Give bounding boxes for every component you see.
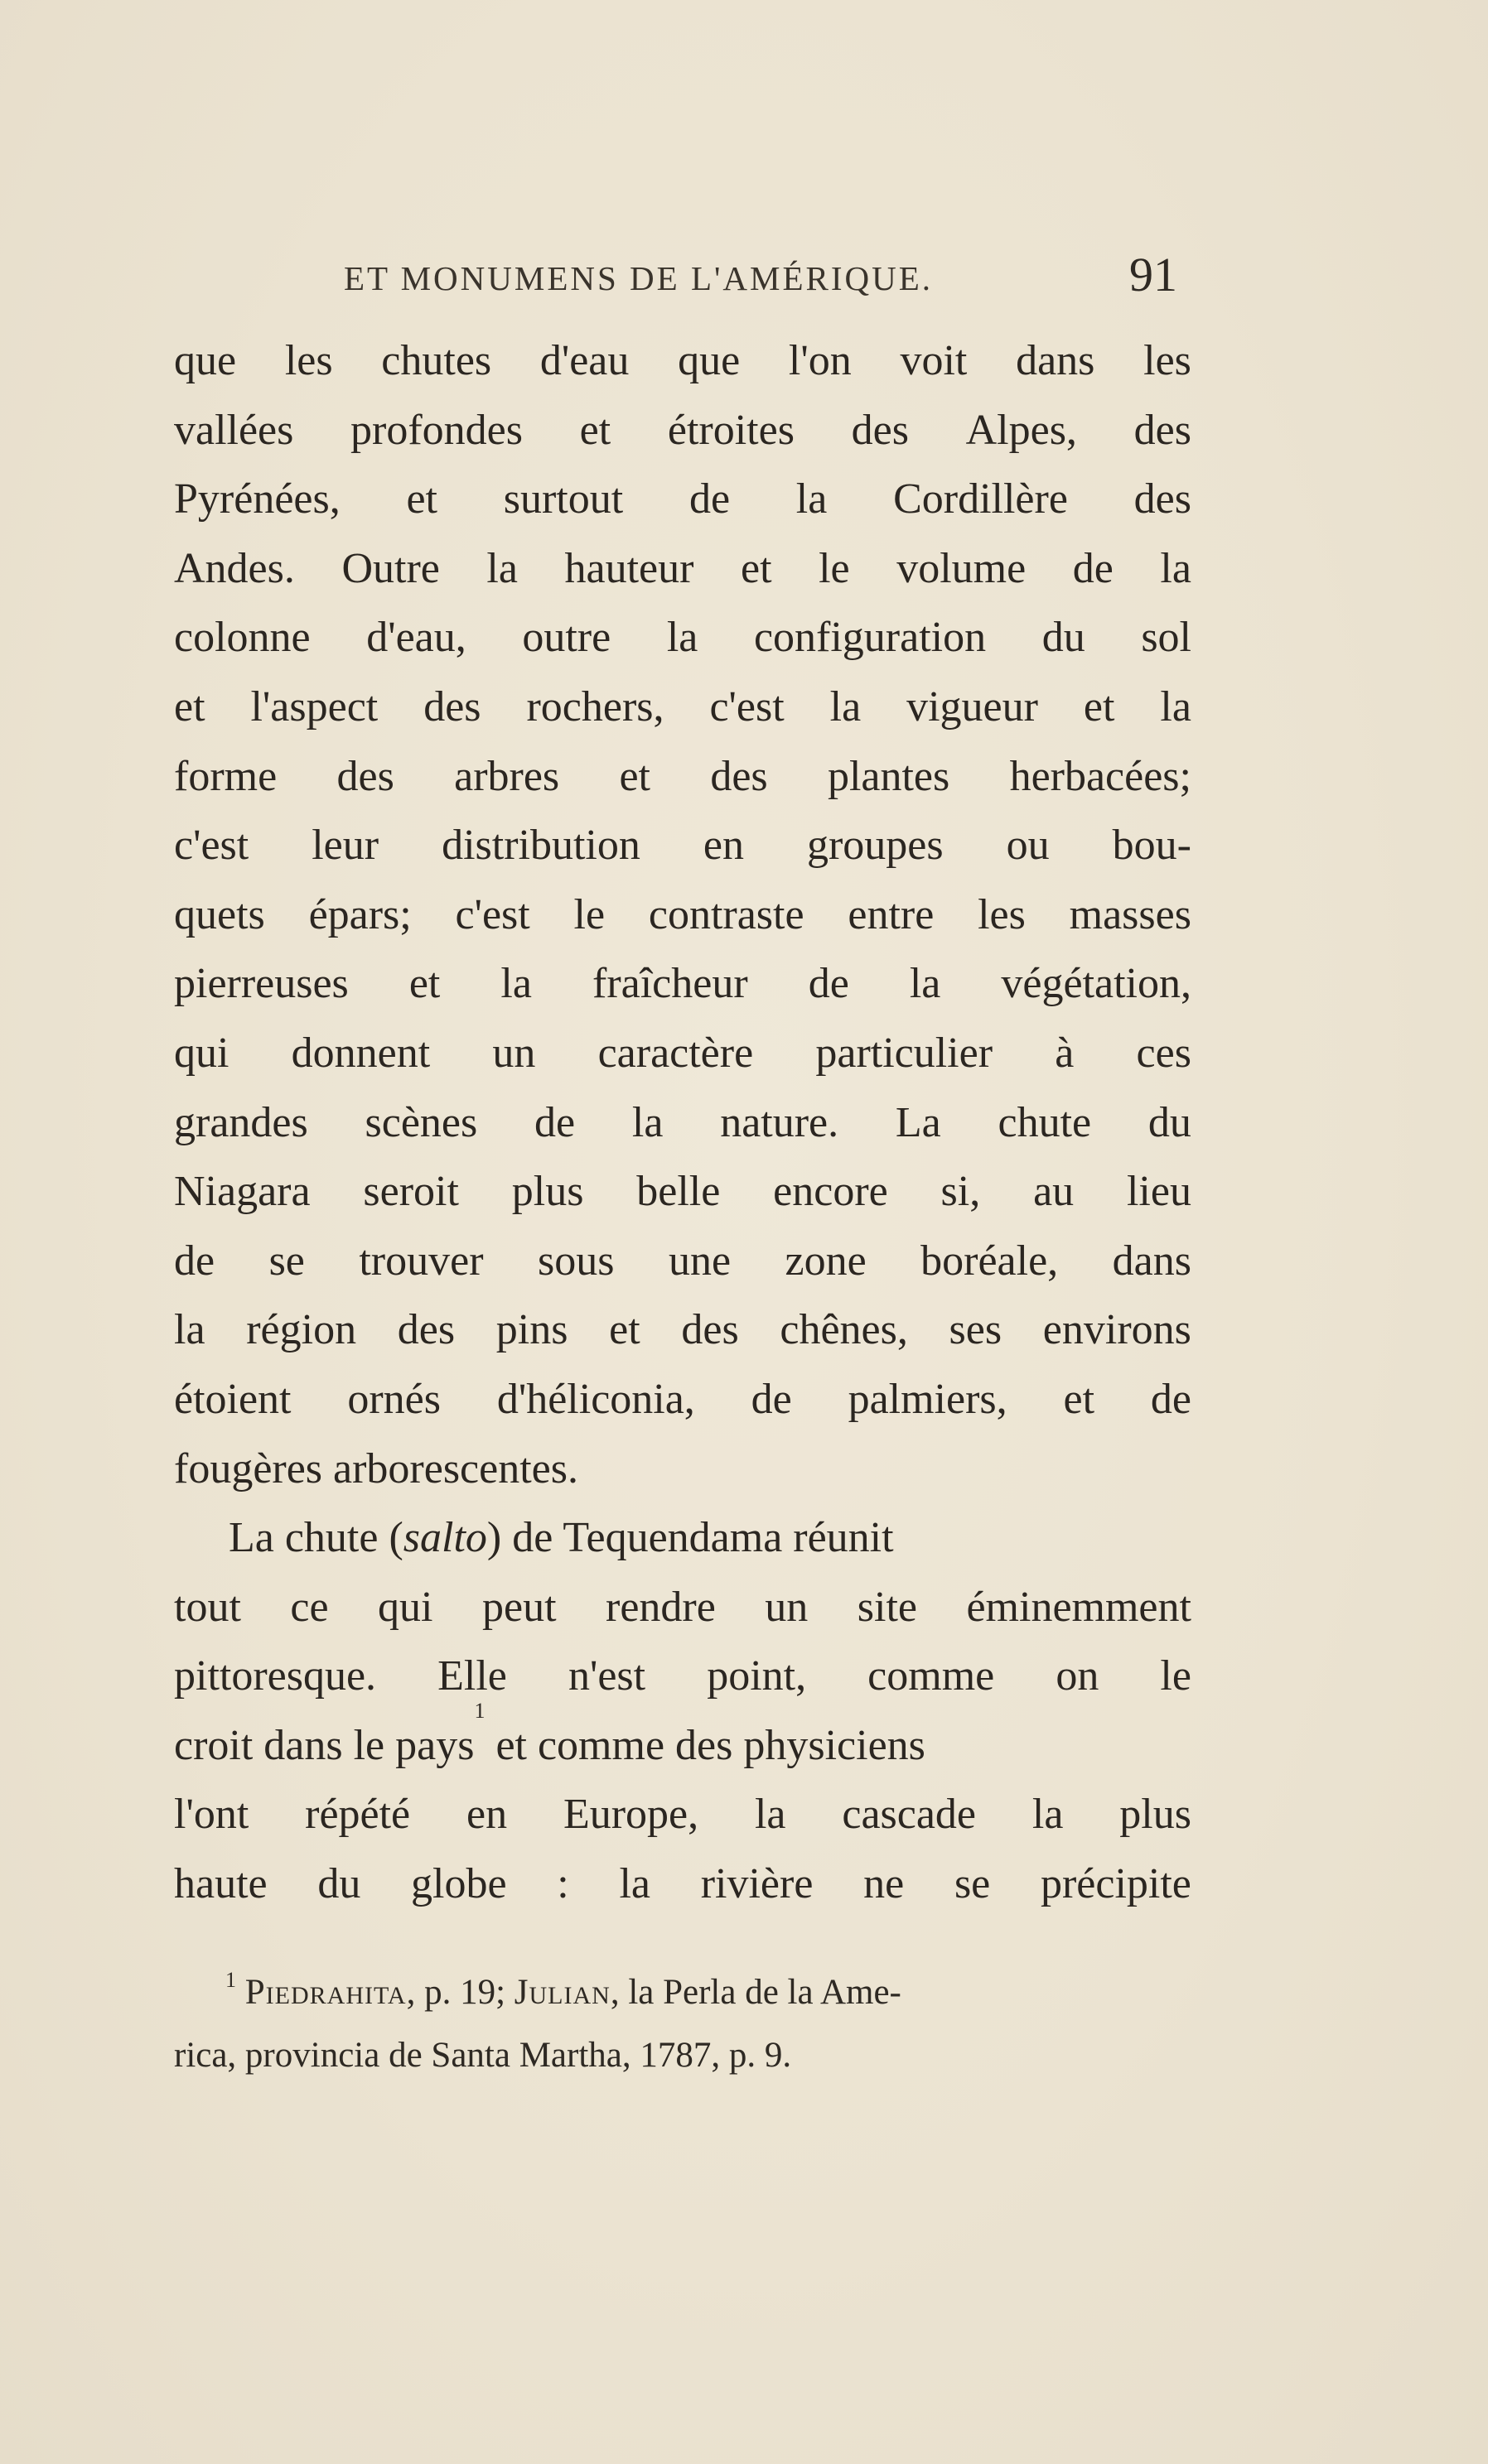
- text-line: [174, 1365, 1191, 1435]
- word: dans: [1016, 337, 1095, 384]
- word: sous: [538, 1237, 615, 1285]
- word: herbacées;: [1009, 752, 1191, 800]
- word: c'est: [709, 682, 785, 731]
- word: c'est: [455, 890, 530, 938]
- word: environs: [1042, 1306, 1191, 1354]
- word: de: [1072, 544, 1114, 592]
- word: la: [500, 960, 532, 1008]
- word: scènes: [365, 1098, 478, 1146]
- text-segment: et comme des physiciens: [485, 1721, 925, 1769]
- word: de: [808, 960, 849, 1008]
- word: des: [397, 1306, 456, 1354]
- word: nature.: [720, 1098, 839, 1146]
- word: et: [408, 960, 441, 1008]
- text-line: [174, 742, 1191, 812]
- word: et: [174, 682, 205, 731]
- word: des: [336, 752, 394, 800]
- word: pittoresque.: [174, 1652, 377, 1700]
- word: globe: [411, 1860, 507, 1908]
- text-line: [174, 1849, 1191, 1919]
- word: la: [666, 614, 698, 662]
- word: de: [688, 475, 731, 523]
- footnote-reference: 1: [474, 1698, 486, 1723]
- running-title: ET MONUMENS DE L'AMÉRIQUE.: [344, 259, 933, 297]
- word: outre: [522, 614, 611, 662]
- word: chênes,: [780, 1306, 908, 1354]
- word: hauteur: [564, 544, 694, 592]
- word: ses: [949, 1306, 1002, 1354]
- word: plus: [511, 1168, 584, 1216]
- word: à: [1055, 1029, 1075, 1077]
- text-line: [174, 1503, 1191, 1573]
- word: c'est: [174, 822, 249, 870]
- word: rivière: [700, 1860, 814, 1908]
- word: la: [909, 960, 941, 1008]
- word: de: [174, 1237, 215, 1285]
- word: en: [466, 1791, 508, 1839]
- word: et: [406, 475, 437, 523]
- word: du: [1041, 614, 1085, 662]
- word: arbres: [454, 752, 560, 800]
- word: seroit: [363, 1168, 459, 1216]
- word: et: [741, 544, 772, 592]
- word: Cordillère: [893, 475, 1068, 523]
- page-number: 91: [1129, 248, 1177, 301]
- text-line: [174, 1698, 1191, 1781]
- word: palmiers,: [848, 1375, 1007, 1423]
- word: l'ont: [174, 1791, 249, 1839]
- word: la: [795, 475, 828, 523]
- word: boréale,: [920, 1237, 1059, 1285]
- footnote-author: Piedrahita: [244, 1973, 407, 2012]
- word: région: [246, 1306, 357, 1354]
- word: donnent: [291, 1029, 431, 1077]
- word: la: [174, 1306, 205, 1354]
- word: étoient: [174, 1375, 292, 1423]
- word: de: [1150, 1375, 1191, 1423]
- word: haute: [174, 1860, 268, 1908]
- word: rendre: [606, 1583, 716, 1631]
- text-line: [174, 396, 1191, 465]
- word: répété: [305, 1791, 411, 1839]
- word: forme: [174, 752, 278, 800]
- word: le: [1160, 1652, 1191, 1700]
- word: configuration: [753, 614, 987, 662]
- text-line: [174, 1295, 1191, 1365]
- word: la: [619, 1860, 650, 1908]
- word: point,: [707, 1652, 807, 1700]
- word: les: [1143, 337, 1191, 384]
- word: ces: [1136, 1029, 1191, 1077]
- word: précipite: [1040, 1860, 1191, 1908]
- word: fraîcheur: [592, 960, 748, 1008]
- word: une: [668, 1237, 732, 1285]
- word: éminemment: [966, 1583, 1191, 1631]
- word: Outre: [341, 544, 440, 592]
- word: d'héliconia,: [496, 1375, 695, 1423]
- text-line: [174, 603, 1191, 673]
- word: site: [857, 1583, 917, 1631]
- word: cascade: [842, 1791, 977, 1839]
- word: de: [534, 1098, 576, 1146]
- word: belle: [636, 1168, 721, 1216]
- word: la: [829, 682, 862, 731]
- word: La: [895, 1098, 941, 1146]
- word: comme: [867, 1652, 995, 1700]
- word: des: [423, 682, 481, 731]
- text-line: [174, 1088, 1191, 1158]
- word: chutes: [381, 337, 492, 384]
- text-line: [174, 1780, 1191, 1849]
- word: étroites: [667, 406, 795, 454]
- word: la: [486, 544, 518, 592]
- word: rochers,: [526, 682, 664, 731]
- footnote-marker: 1: [225, 1968, 236, 1992]
- footnote-line: [174, 1961, 1205, 2024]
- word: voit: [900, 337, 968, 384]
- word: du: [1147, 1098, 1191, 1146]
- text-line: [174, 1019, 1191, 1088]
- text-line: [174, 534, 1191, 604]
- text-line: [174, 465, 1191, 534]
- word: volume: [896, 544, 1027, 592]
- word: Andes.: [174, 544, 295, 592]
- running-head: [174, 248, 1210, 306]
- word: Europe,: [563, 1791, 699, 1839]
- word: dans: [1112, 1237, 1191, 1285]
- word: chute: [998, 1098, 1092, 1146]
- word: et: [1083, 682, 1115, 731]
- text-line: [174, 673, 1191, 742]
- word: et: [579, 406, 611, 454]
- text-line: [174, 1157, 1191, 1227]
- word: du: [317, 1860, 361, 1908]
- word: végétation,: [1001, 960, 1191, 1008]
- paragraph-1: [174, 326, 1191, 1503]
- word: plus: [1119, 1791, 1191, 1839]
- word: et: [1063, 1375, 1095, 1423]
- word: lieu: [1126, 1168, 1191, 1216]
- word: de: [751, 1375, 792, 1423]
- word: que: [678, 337, 741, 384]
- word: que: [174, 337, 237, 384]
- word: pins: [495, 1306, 568, 1354]
- word: quets: [174, 890, 265, 938]
- main-text: [174, 326, 1191, 1919]
- word: au: [1033, 1168, 1075, 1216]
- text-line: fougères arborescentes.: [174, 1444, 578, 1492]
- word: des: [710, 752, 768, 800]
- text-line: [174, 1573, 1191, 1642]
- text-line: [174, 949, 1191, 1019]
- word: distribution: [442, 822, 640, 870]
- word: pierreuses: [174, 960, 349, 1008]
- word: la: [754, 1791, 786, 1839]
- footnote-text: , la Perla de la Ame-: [610, 1973, 901, 2012]
- word: vallées: [174, 406, 294, 454]
- text-line: [174, 326, 1191, 396]
- word: épars;: [308, 890, 412, 938]
- word: la: [1160, 544, 1191, 592]
- word: la: [1160, 682, 1191, 731]
- word: des: [681, 1306, 739, 1354]
- word: peut: [481, 1583, 557, 1631]
- word: le: [819, 544, 850, 592]
- paragraph-2: [174, 1503, 1191, 1919]
- word: qui: [378, 1583, 433, 1631]
- word: se: [954, 1860, 991, 1908]
- italic-term: salto: [403, 1514, 487, 1562]
- word: un: [492, 1029, 536, 1077]
- word: trouver: [359, 1237, 484, 1285]
- word: un: [765, 1583, 809, 1631]
- word: si,: [940, 1168, 981, 1216]
- word: Niagara: [174, 1168, 311, 1216]
- text-line: [174, 1227, 1191, 1296]
- word: contraste: [648, 890, 804, 938]
- word: colonne: [174, 614, 311, 662]
- word: profondes: [350, 406, 523, 454]
- word: qui: [174, 1029, 229, 1077]
- word: et: [609, 1306, 640, 1354]
- word: n'est: [568, 1652, 646, 1700]
- word: encore: [773, 1168, 888, 1216]
- word: ne: [863, 1860, 905, 1908]
- word: en: [703, 822, 744, 870]
- word: ce: [290, 1583, 329, 1631]
- word: sol: [1141, 614, 1191, 662]
- text-segment: ) de Tequendama réunit: [486, 1514, 894, 1562]
- word: l'aspect: [250, 682, 379, 731]
- footnote-line: rica, provincia de Santa Martha, 1787, p. 9.: [174, 2036, 792, 2075]
- word: Pyrénées,: [174, 475, 341, 523]
- word: :: [557, 1860, 569, 1908]
- footnote-author: Julian: [514, 1973, 611, 2012]
- text-line: [174, 1642, 1191, 1711]
- word: la: [1031, 1791, 1064, 1839]
- word: des: [1133, 406, 1191, 454]
- word: les: [978, 890, 1026, 938]
- text-segment: La chute (: [229, 1514, 403, 1562]
- footnote-text: , p. 19;: [406, 1973, 515, 2012]
- word: et: [619, 752, 650, 800]
- word: groupes: [806, 822, 944, 870]
- word: Elle: [437, 1652, 507, 1700]
- word: Alpes,: [965, 406, 1077, 454]
- word: l'on: [788, 337, 852, 384]
- word: caractère: [597, 1029, 754, 1077]
- word: vigueur: [906, 682, 1038, 731]
- word: d'eau,: [366, 614, 466, 662]
- word: tout: [174, 1583, 241, 1631]
- footnotes: [174, 1961, 1205, 2087]
- word: d'eau: [539, 337, 630, 384]
- word: bou-: [1112, 822, 1191, 870]
- word: surtout: [503, 475, 624, 523]
- word: ornés: [347, 1375, 441, 1423]
- word: on: [1056, 1652, 1099, 1700]
- word: se: [268, 1237, 305, 1285]
- text-line: [174, 811, 1191, 880]
- word: leur: [312, 822, 379, 870]
- word: masses: [1069, 890, 1191, 938]
- text-segment: croit dans le pays: [174, 1721, 475, 1769]
- word: entre: [848, 890, 935, 938]
- text-line: [174, 880, 1191, 950]
- word: grandes: [174, 1098, 308, 1146]
- word: plantes: [827, 752, 950, 800]
- word: zone: [785, 1237, 867, 1285]
- word: les: [284, 337, 333, 384]
- word: particulier: [815, 1029, 993, 1077]
- word: ou: [1006, 822, 1050, 870]
- word: des: [851, 406, 909, 454]
- word: la: [631, 1098, 664, 1146]
- word: le: [573, 890, 606, 938]
- word: des: [1133, 475, 1191, 523]
